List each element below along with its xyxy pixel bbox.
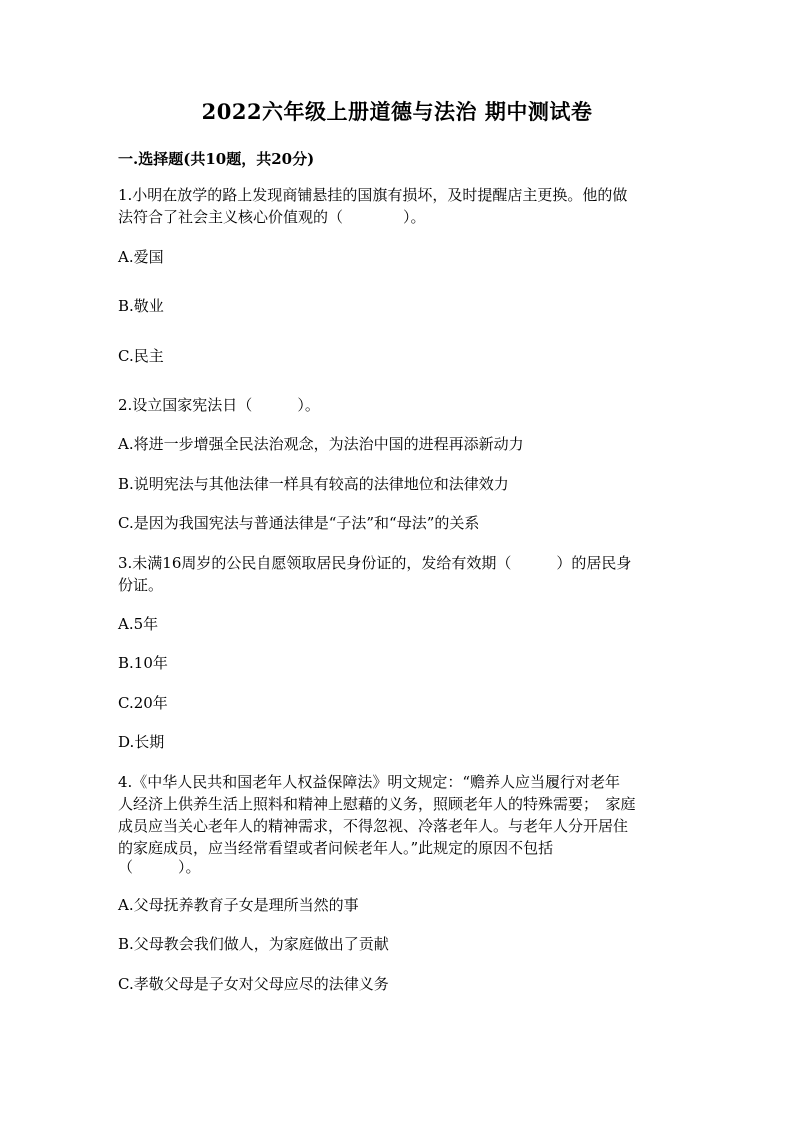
question-4-stem-line-3: 成员应当关心老年人的精神需求，不得忽视、冷落老年人。与老年人分开居住 (118, 817, 629, 835)
question-1-stem-line-2: 法符合了社会主义核心价值观的（ ）。 (118, 208, 426, 226)
question-2-option-b: B.说明宪法与其他法律一样具有较高的法律地位和法律效力 (118, 475, 509, 493)
question-4-option-b: B.父母教会我们做人，为家庭做出了贡献 (118, 935, 389, 953)
question-1-option-c: C.民主 (118, 347, 164, 365)
question-1-option-a: A.爱国 (118, 248, 164, 266)
question-4-stem-line-2: 人经济上供养生活上照料和精神上慰藉的义务，照顾老年人的特殊需要； 家庭 (118, 795, 636, 813)
question-3-option-d: D.长期 (118, 733, 165, 751)
question-1-option-b: B.敬业 (118, 297, 164, 315)
question-2-option-c: C.是因为我国宪法与普通法律是“子法”和“母法”的关系 (118, 514, 480, 532)
question-3-option-b: B.10年 (118, 654, 168, 672)
question-3-option-c: C.20年 (118, 694, 168, 712)
question-2-stem-line-1: 2.设立国家宪法日（ ）。 (118, 396, 320, 414)
question-1-stem-line-1: 1.小明在放学的路上发现商铺悬挂的国旗有损坏，及时提醒店主更换。他的做 (118, 186, 628, 204)
question-2-option-a: A.将进一步增强全民法治观念，为法治中国的进程再添新动力 (118, 435, 524, 453)
question-3-option-a: A.5年 (118, 615, 159, 633)
question-3-stem-line-2: 份证。 (118, 576, 164, 594)
question-4-option-c: C.孝敬父母是子女对父母应尽的法律义务 (118, 975, 389, 993)
question-4-stem-line-4: 的家庭成员，应当经常看望或者问候老年人。”此规定的原因不包括 (118, 839, 554, 857)
question-3-stem-line-1: 3.未满16周岁的公民自愿领取居民身份证的，发给有效期（ ）的居民身 (118, 554, 632, 572)
exam-title: 2022六年级上册道德与法治 期中测试卷 (201, 99, 593, 124)
question-4-stem-line-1: 4.《中华人民共和国老年人权益保障法》明文规定：“赡养人应当履行对老年 (118, 773, 620, 791)
question-4-option-a: A.父母抚养教育子女是理所当然的事 (118, 896, 359, 914)
section-heading: 一.选择题(共10题，共20分) (118, 150, 315, 168)
question-4-stem-line-5: （ ）。 (118, 858, 201, 876)
